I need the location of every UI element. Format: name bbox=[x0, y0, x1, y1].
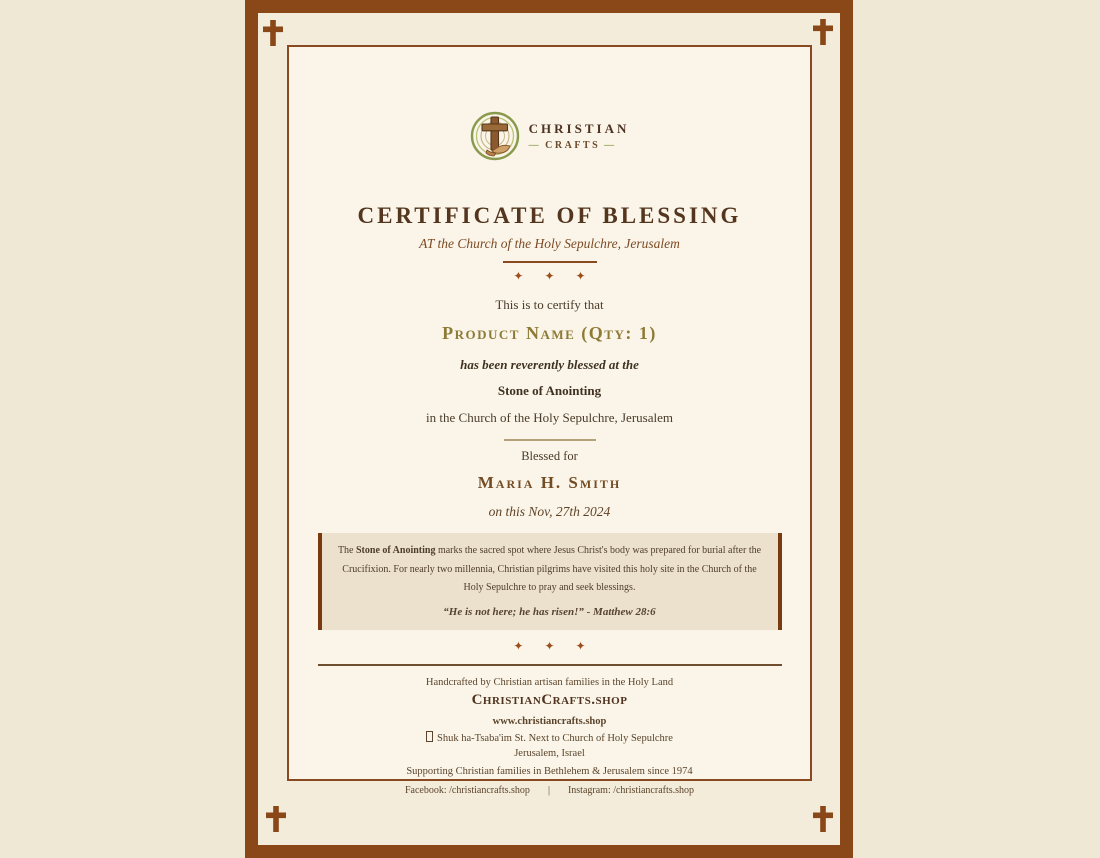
instagram-handle: Instagram: /christiancrafts.shop bbox=[567, 785, 695, 797]
brand-name-top: CHRISTIAN bbox=[528, 121, 630, 136]
address-line2: Jerusalem, Israel bbox=[514, 748, 585, 760]
blessing-date: on this Nov, 27th 2024 bbox=[488, 504, 611, 519]
church-line: in the Church of the Holy Sepulchre, Jerusalem bbox=[426, 410, 673, 425]
brand-name-bottom bbox=[529, 140, 630, 151]
stone-of-anointing-info-box bbox=[318, 533, 782, 630]
certificate-card bbox=[287, 45, 812, 797]
info-paragraph bbox=[334, 542, 766, 598]
cross-wood-rings-icon bbox=[470, 111, 520, 161]
corner-cross-icon bbox=[813, 806, 833, 832]
recipient-name: Maria H. Smith bbox=[477, 473, 622, 492]
cross-ornament: ✦ ✦ ✦ bbox=[513, 269, 595, 283]
brand-wordmark bbox=[529, 121, 630, 151]
social-links-line bbox=[289, 785, 810, 796]
social-separator: | bbox=[547, 785, 550, 797]
footer-divider bbox=[318, 664, 782, 666]
brand-name-bottom-text: CRAFTS bbox=[545, 140, 601, 151]
blessed-line: has been reverently blessed at the bbox=[460, 357, 639, 372]
location-pin-icon bbox=[426, 731, 433, 742]
blessed-for-label: Blessed for bbox=[521, 449, 578, 463]
handcrafted-line: Handcrafted by Christian artisan families in the Holy Land bbox=[425, 676, 674, 688]
brand-dash-right: — bbox=[604, 140, 617, 151]
section-divider bbox=[504, 439, 596, 441]
address-block bbox=[289, 731, 810, 761]
location-name: Stone of Anointing bbox=[497, 383, 602, 398]
product-name: Product Name (Qty: 1) bbox=[442, 323, 657, 343]
corner-cross-icon bbox=[266, 806, 286, 832]
certificate-title: CERTIFICATE OF BLESSING bbox=[357, 203, 742, 228]
cross-ornament: ✦ ✦ ✦ bbox=[513, 638, 595, 653]
address-line1: Shuk ha-Tsaba'im St. Next to Church of Holy Sepulchre bbox=[437, 732, 673, 744]
bible-verse: “He is not here; he has risen!” - Matthew 28:6 bbox=[443, 605, 656, 618]
certify-line: This is to certify that bbox=[495, 297, 604, 312]
corner-cross-icon bbox=[813, 19, 833, 45]
brand-dash-left: — bbox=[528, 140, 542, 151]
corner-cross-icon bbox=[263, 20, 283, 46]
footer-brand: ChristianCrafts.shop bbox=[471, 691, 628, 708]
info-text-prefix: The bbox=[337, 545, 356, 556]
brand-logo bbox=[289, 111, 810, 161]
subtitle-divider bbox=[503, 261, 597, 263]
certificate-subtitle: AT the Church of the Holy Sepulchre, Jerusalem bbox=[419, 236, 680, 251]
website-url: www.christiancrafts.shop bbox=[492, 715, 607, 727]
info-text-bold: Stone of Anointing bbox=[355, 545, 436, 556]
facebook-handle: Facebook: /christiancrafts.shop bbox=[404, 785, 530, 797]
info-text-rest: marks the sacred spot where Jesus Christ's body was prepared for burial after the Crucifixion. For nearly two millennia, Christian pilgrims have visited this holy site in the Church of the Holy Sepulchre to pray and seek blessings. bbox=[342, 545, 762, 593]
supporting-line: Supporting Christian families in Bethlehem & Jerusalem since 1974 bbox=[406, 766, 693, 778]
